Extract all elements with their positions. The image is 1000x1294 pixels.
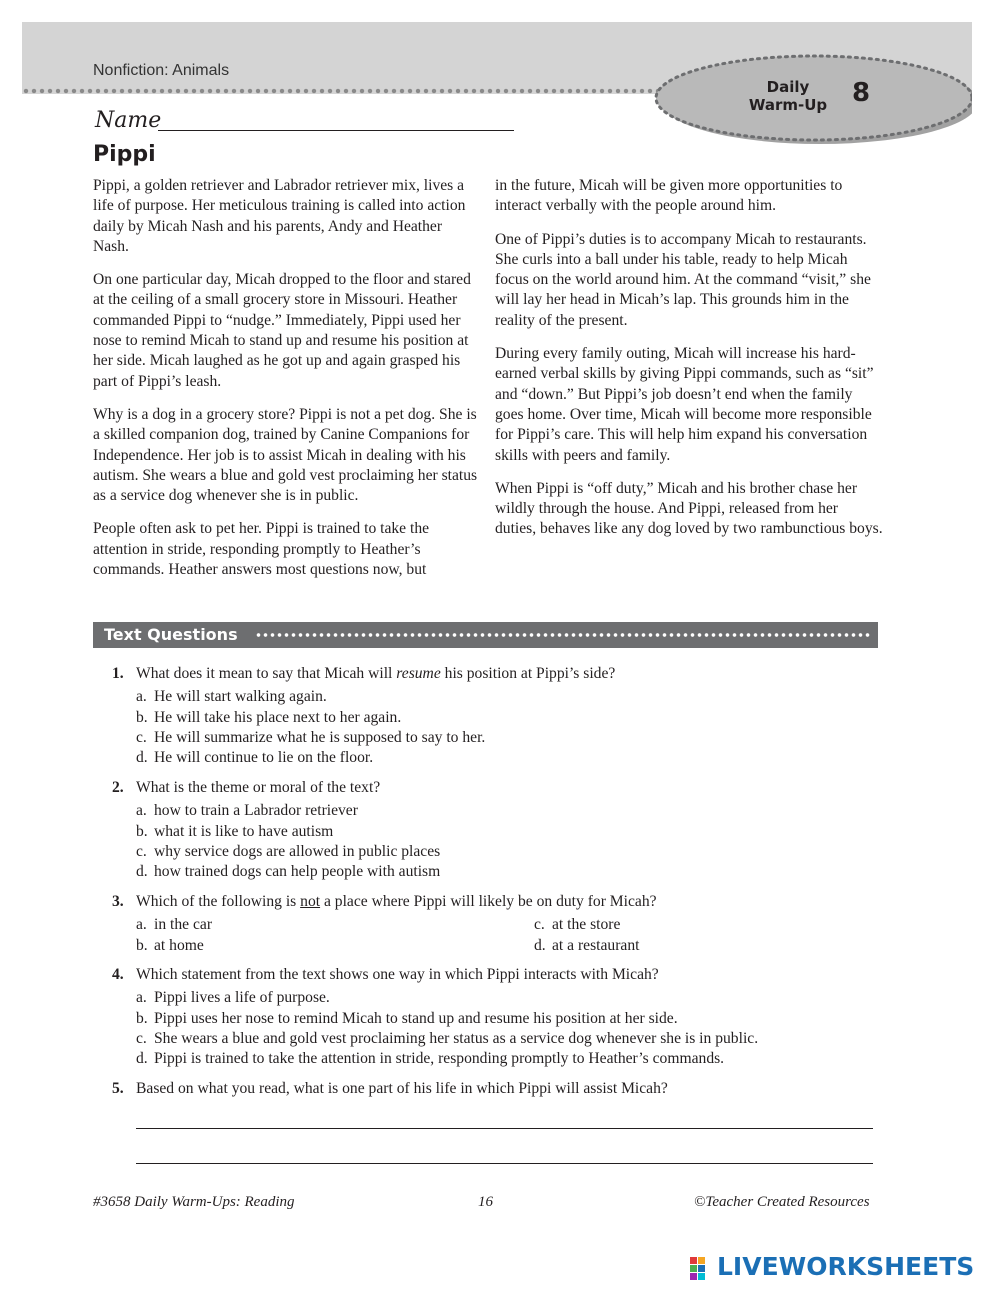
option-text: Pippi is trained to take the attention in stride, responding promptly to Heather’s commands. — [154, 1050, 725, 1068]
answer-option[interactable] — [136, 801, 882, 821]
section-title: Text Questions — [104, 625, 238, 644]
answer-option[interactable] — [136, 1009, 882, 1029]
liveworksheets-watermark[interactable]: LIVEWORKSHEETS — [717, 1252, 975, 1281]
stem-text: a place where Pippi will likely be on duty for Micah? — [320, 893, 657, 910]
passage-left-column — [93, 176, 481, 593]
option-letter: b. — [136, 936, 148, 954]
answer-option[interactable] — [136, 915, 534, 935]
question-1 — [112, 664, 882, 768]
question-3 — [112, 892, 882, 956]
question-stem — [112, 778, 882, 798]
option-letter: b. — [136, 822, 148, 840]
answer-option[interactable] — [136, 862, 882, 882]
option-text: why service dogs are allowed in public places — [154, 842, 441, 860]
option-text: at the store — [552, 916, 621, 934]
answer-option[interactable] — [136, 988, 882, 1008]
passage-paragraph: On one particular day, Micah dropped to the floor and stared at the ceiling of a small grocery store in Missouri. Heather commanded Pippi to “nudge.” Immediately, Pippi used her nose to remind Micah to stand up and resume his position at her side. Micah laughed as he got up and again grasped his part of Pippi’s leash. — [93, 271, 471, 390]
answer-option[interactable] — [136, 822, 882, 842]
option-letter: d. — [136, 863, 148, 881]
liveworksheets-logo-icon — [690, 1257, 714, 1281]
footer-page-number: 16 — [478, 1194, 493, 1210]
answer-option[interactable] — [534, 936, 834, 956]
option-text: how trained dogs can help people with autism — [154, 863, 441, 881]
option-text: what it is like to have autism — [154, 822, 334, 840]
question-number: 1. — [112, 665, 124, 682]
badge-number: 8 — [852, 78, 871, 108]
answer-line[interactable] — [136, 1163, 873, 1164]
badge-line-2: Warm-Up — [748, 96, 828, 114]
passage-right-column — [495, 176, 883, 553]
option-letter: c. — [136, 842, 147, 860]
question-2 — [112, 778, 882, 882]
answer-option[interactable] — [136, 936, 534, 956]
answer-option[interactable] — [136, 1049, 882, 1069]
answer-option[interactable] — [136, 687, 882, 707]
answer-option[interactable] — [136, 1029, 882, 1049]
option-text: at a restaurant — [552, 936, 640, 954]
section-header-bar — [93, 622, 878, 648]
option-letter: b. — [136, 708, 148, 726]
option-text: Pippi uses her nose to remind Micah to stand up and resume his position at her side. — [154, 1009, 678, 1027]
question-number: 5. — [112, 1080, 124, 1097]
passage-paragraph: Pippi, a golden retriever and Labrador retriever mix, lives a life of purpose. Her meticulous training is called into action daily by Micah Nash and his parents, Andy and Heather Nash. — [93, 177, 466, 255]
option-letter: a. — [136, 989, 147, 1007]
answer-option[interactable] — [136, 842, 882, 862]
question-5 — [112, 1079, 882, 1099]
page-title: Pippi — [93, 142, 156, 167]
stem-text: What is the theme or moral of the text? — [136, 779, 381, 796]
question-stem — [112, 664, 882, 684]
passage-paragraph: One of Pippi’s duties is to accompany Micah to restaurants. She curls into a ball under his table, ready to help Micah focus on the world around him. At the command “visit,” she will lay her head in Micah’s lap. This grounds him in the reality of the present. — [495, 230, 871, 329]
answer-option[interactable] — [136, 748, 882, 768]
option-letter: c. — [136, 1029, 147, 1047]
question-stem — [112, 965, 882, 985]
header-dotted-rule — [22, 88, 672, 94]
name-field[interactable] — [158, 130, 514, 131]
question-number: 2. — [112, 779, 124, 796]
option-text: He will summarize what he is supposed to say to her. — [154, 728, 486, 746]
answer-option[interactable] — [136, 728, 882, 748]
option-text: in the car — [154, 916, 213, 934]
option-letter: d. — [136, 749, 148, 767]
option-text: He will start walking again. — [154, 688, 327, 706]
question-number: 4. — [112, 966, 124, 983]
option-letter: c. — [136, 728, 147, 746]
answer-option[interactable] — [136, 708, 882, 728]
section-dotted-rule — [255, 632, 872, 638]
option-letter: a. — [136, 802, 147, 820]
option-text: He will continue to lie on the floor. — [154, 749, 374, 767]
passage-paragraph: People often ask to pet her. Pippi is trained to take the attention in stride, responding promptly to Heather’s commands. Heather answers most questions now, but — [93, 520, 430, 579]
stem-emphasis: resume — [396, 665, 441, 682]
answer-option[interactable] — [534, 915, 834, 935]
option-letter: d. — [534, 936, 546, 954]
passage-paragraph: Why is a dog in a grocery store? Pippi is not a pet dog. She is a skilled companion dog, trained by Canine Companions for Independence. Her job is to assist Micah in dealing with his autism. She wears a blue and gold vest proclaiming her status as a service dog whenever she is in public. — [93, 405, 478, 505]
category-label: Nonfiction: Animals — [93, 62, 230, 79]
stem-text: Based on what you read, what is one part of his life in which Pippi will assist Micah? — [136, 1080, 668, 1097]
answer-line[interactable] — [136, 1128, 873, 1129]
footer-book-title: #3658 Daily Warm-Ups: Reading — [93, 1194, 295, 1210]
option-text: She wears a blue and gold vest proclaiming her status as a service dog whenever she is in public. — [154, 1029, 759, 1047]
option-letter: c. — [534, 916, 545, 934]
question-stem — [112, 892, 882, 912]
footer-copyright: ©Teacher Created Resources — [694, 1194, 870, 1210]
option-text: at home — [154, 936, 204, 954]
stem-text: What does it mean to say that Micah will — [136, 665, 397, 682]
option-letter: d. — [136, 1050, 148, 1068]
option-letter: b. — [136, 1009, 148, 1027]
option-text: how to train a Labrador retriever — [154, 802, 358, 820]
badge-line-1: Daily — [766, 78, 810, 96]
stem-text: Which statement from the text shows one way in which Pippi interacts with Micah? — [136, 966, 659, 983]
option-letter: a. — [136, 688, 147, 706]
passage-paragraph: During every family outing, Micah will increase his hard-earned verbal skills by giving Pippi commands, such as “sit” and “down.” But Pippi’s job doesn’t end when the family goes home. Over time, Micah will become more responsible for Pippi’s care. This will help him expand his conversation skills with peers and family. — [495, 345, 874, 464]
question-4 — [112, 965, 882, 1069]
question-stem — [112, 1079, 882, 1099]
passage-paragraph: When Pippi is “off duty,” Micah and his brother chase her wildly through the house. And Pippi, released from her duties, behaves like any dog loved by two rambunctious boys. — [495, 479, 883, 538]
option-letter: a. — [136, 916, 147, 934]
passage-paragraph: in the future, Micah will be given more opportunities to interact verbally with the people around him. — [495, 177, 843, 215]
option-text: He will take his place next to her again. — [154, 708, 402, 726]
stem-text: his position at Pippi’s side? — [440, 665, 616, 682]
badge-label — [738, 78, 838, 114]
question-number: 3. — [112, 893, 124, 910]
stem-text: Which of the following is — [136, 893, 301, 910]
option-text: Pippi lives a life of purpose. — [154, 989, 330, 1007]
stem-underline: not — [300, 893, 321, 910]
name-label: Name — [95, 108, 162, 133]
